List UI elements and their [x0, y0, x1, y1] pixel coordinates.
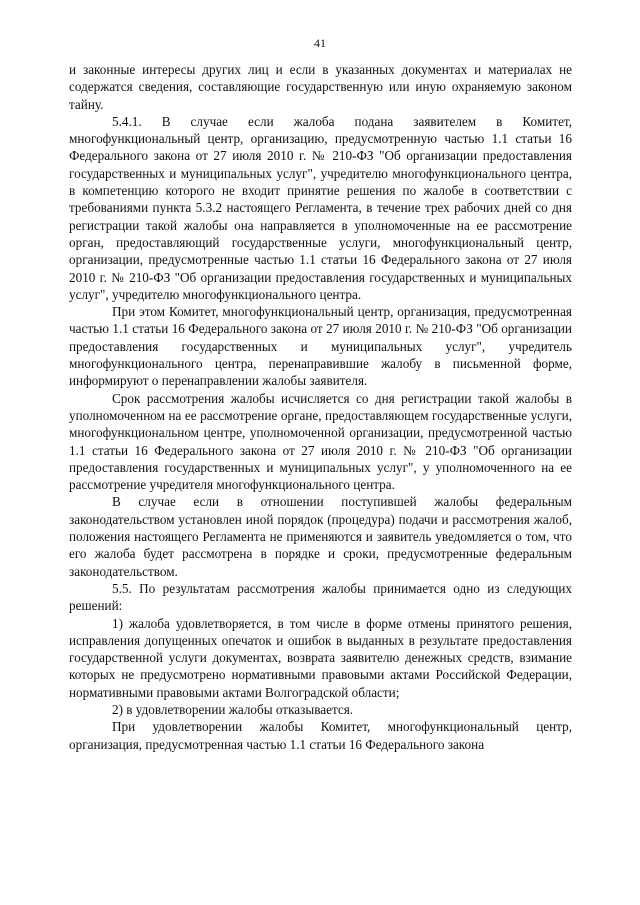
paragraph-3: При этом Комитет, многофункциональный центр, организация, предусмотренная частью 1.1 статьи 16 Федерального закона от 27 июля 2010 г. № 210-ФЗ "Об организации предоставления государственных и муниципальных услуг", учредитель многофункционального центра, перенаправившие жалобу в письменной форме, информируют о перенаправлении жалобы заявителя. — [69, 304, 572, 389]
paragraph-8: 2) в удовлетворении жалобы отказывается. — [112, 701, 354, 717]
paragraph-5: В случае если в отношении поступившей жалобы федеральным законодательством установлен иной порядок (процедура) подачи и рассмотрения жалоб, положения настоящего Регламента не применяются и заявитель уведомляется о том, что его жалоба будет рассмотрена в порядке и сроки, предусмотренные федеральным законодательством. — [69, 494, 572, 579]
paragraph-6: 5.5. По результатам рассмотрения жалобы принимается одно из следующих решений: — [69, 580, 572, 614]
paragraph-2: 5.4.1. В случае если жалоба подана заявителем в Комитет, многофункциональный центр, организацию, предусмотренную частью 1.1 статьи 16 Федерального закона от 27 июля 2010 г. № 210-ФЗ "Об организации предоставления государственных и муниципальных услуг", учредителю многофункционального центра, в компетенцию которого не входит принятие решения по жалобе в соответствии с требованиями пункта 5.3.2 настоящего Регламента, в течение трех рабочих дней со дня регистрации такой жалобы она направляется в уполномоченные на ее рассмотрение орган, предоставляющий государственные услуги, многофункциональный центр, организации, предусмотренные частью 1.1 статьи 16 Федерального закона от 27 июля 2010 г. № 210-ФЗ "Об организации предоставления государственных и муниципальных услуг", учредителю многофункционального центра. — [69, 113, 572, 302]
paragraph-4: Срок рассмотрения жалобы исчисляется со дня регистрации такой жалобы в уполномоченном на ее рассмотрение органе, предоставляющем государственные услуги, многофункциональном центре, уполномоченной организации, предусмотренной частью 1.1 статьи 16 Федерального закона от 27 июля 2010 г. № 210-ФЗ "Об организации предоставления государственных и муниципальных услуг", у уполномоченного на ее рассмотрение учредителя многофункционального центра. — [69, 390, 572, 493]
paragraph-9: При удовлетворении жалобы Комитет, многофункциональный центр, организация, предусмотренная частью 1.1 статьи 16 Федерального закона — [69, 719, 572, 752]
paragraph-1: и законные интересы других лиц и если в указанных документах и материалах не содержатся сведения, составляющие государственную или иную охраняемую законом тайну. — [69, 62, 572, 112]
document-body — [69, 61, 572, 753]
paragraph-7: 1) жалоба удовлетворяется, в том числе в форме отмены принятого решения, исправления допущенных опечаток и ошибок в выданных в результате предоставления государственной услуги документах, возврата заявителю денежных средств, взимание которых не предусмотрено нормативными правовыми актами Российской Федерации, нормативными правовыми актами Волгоградской области; — [69, 615, 572, 700]
page-number: 41 — [314, 36, 326, 50]
